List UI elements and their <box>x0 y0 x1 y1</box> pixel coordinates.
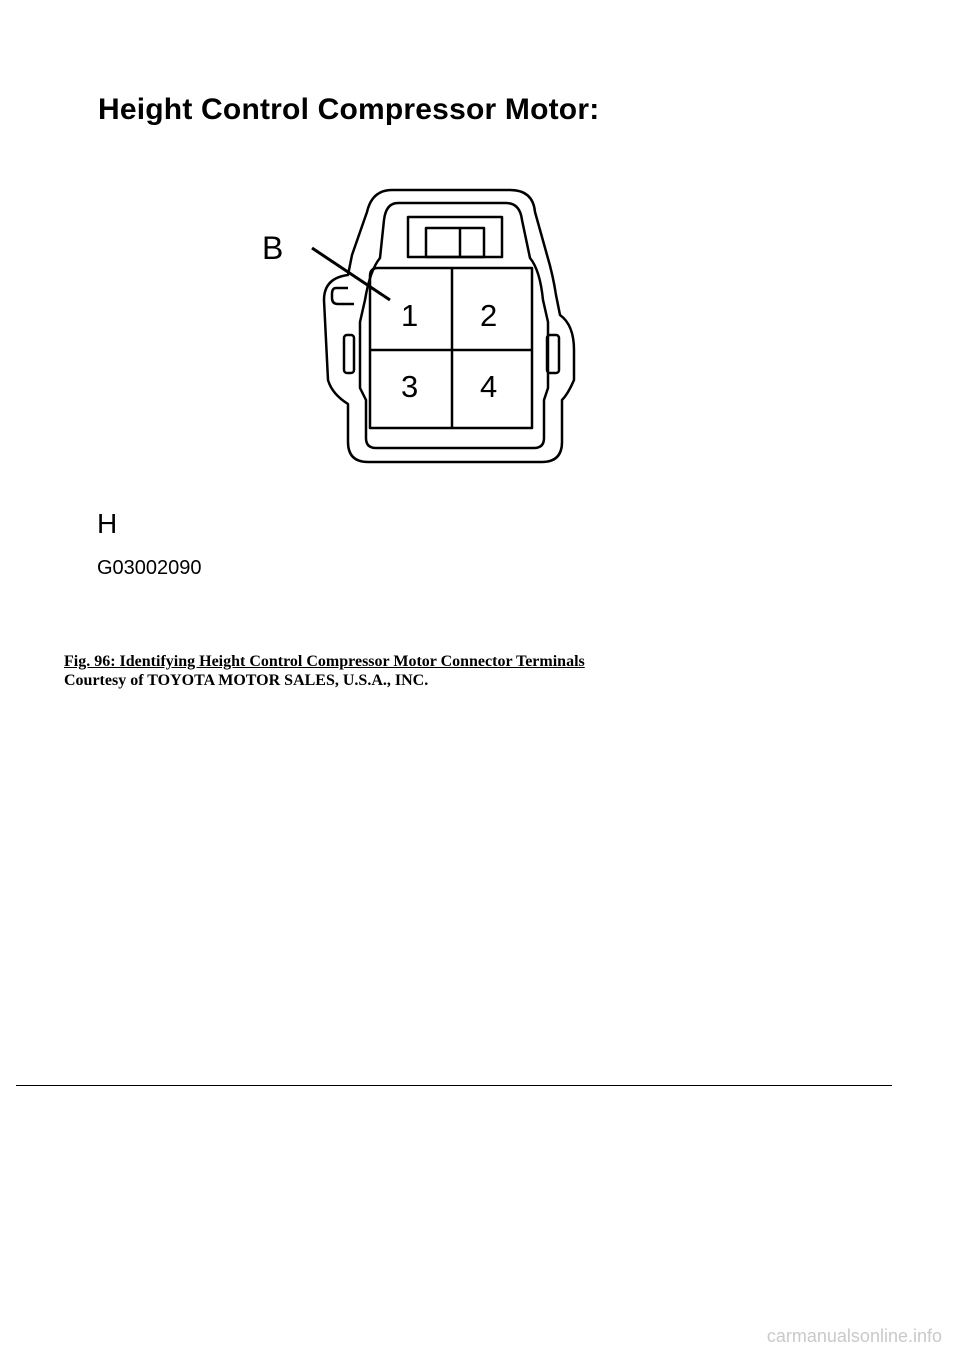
figure-caption <box>64 652 585 690</box>
figure-title: Height Control Compressor Motor: <box>98 93 600 126</box>
lock-latch-inner <box>426 228 484 257</box>
left-key <box>332 288 354 304</box>
figure-code: G03002090 <box>97 557 202 579</box>
connector-diagram <box>250 180 610 480</box>
caption-credit: Courtesy of TOYOTA MOTOR SALES, U.S.A., INC. <box>64 672 429 689</box>
terminal-2-label: 2 <box>480 298 498 333</box>
caption-link[interactable]: Fig. 96: Identifying Height Control Compressor Motor Connector Terminals <box>64 653 585 670</box>
page-divider <box>16 1085 892 1086</box>
terminal-1-label: 1 <box>401 298 419 333</box>
connector-inner-housing <box>360 203 548 448</box>
lock-latch-outer <box>408 217 502 257</box>
terminal-3-label: 3 <box>401 369 419 404</box>
watermark: carmanualsonline.info <box>766 1326 942 1346</box>
pointer-label-b: B <box>262 230 284 266</box>
connector-outer-housing <box>324 190 574 462</box>
left-side-rib <box>344 335 354 373</box>
view-label: H <box>97 508 118 539</box>
terminal-4-label: 4 <box>480 369 498 404</box>
